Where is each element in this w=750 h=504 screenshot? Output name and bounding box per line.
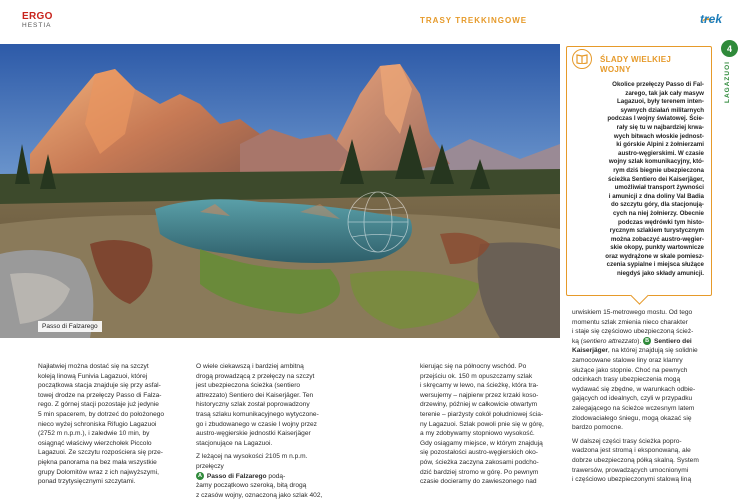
- line-tail: podą-: [268, 472, 286, 480]
- body-text-line: trawersów, prowadzących umocnionymi: [572, 466, 689, 474]
- body-text-line: z czasów wojny, oznaczoną jako szlak 402,: [196, 491, 323, 499]
- body-text-line: rego. Z górnej stacji pozostaje już jedynie: [38, 401, 159, 409]
- page-number-badge: 4: [721, 40, 738, 57]
- sidebar-title: ŚLADY WIELKIEJ WOJNY: [600, 55, 672, 74]
- logo-top-text: ERGO: [22, 11, 53, 22]
- sidebar-line: umożliwiał transport żywności: [614, 184, 704, 192]
- article-column-3: [420, 362, 570, 487]
- body-text-line: kierując się na północny wschód. Po: [420, 363, 527, 370]
- body-text-line: trasą szlaku komunikacyjnego wytyczone-: [196, 410, 319, 418]
- italic-post: ).: [637, 337, 642, 345]
- sidebar-line: rym dziś biegnie ubezpieczona: [613, 166, 704, 174]
- place-kaiserjager: Kaiserjäger: [572, 347, 608, 355]
- body-text-line: Gdy osiągamy miejsce, w którym znajdują: [420, 439, 543, 447]
- book-icon: [572, 49, 592, 69]
- body-text-line: go i zbudowanego w czasie I wojny przez: [196, 420, 317, 428]
- place-sentiero-dei: Sentiero dei: [653, 337, 692, 345]
- column-4-bold-line: [572, 346, 722, 356]
- body-text-line: a my zdobywamy stopniowo wysokość.: [420, 430, 535, 438]
- sidebar-line: i amunicji z dna doliny Val Badia: [608, 192, 704, 200]
- article-column-4: [572, 308, 722, 485]
- italic-term: sentiero attrezzato: [583, 337, 638, 345]
- section-title: TRASY TREKKINGOWE: [420, 16, 528, 25]
- body-text-line: i staje się częściowo ubezpieczoną ścież-: [572, 328, 694, 336]
- line-tail: , na której znajdują się solidnie: [607, 347, 698, 355]
- sidebar-line: sywnych działań militarnych: [620, 106, 704, 114]
- body-text-line: wydawać się zbędne, w warunkach odbie-: [572, 385, 696, 393]
- sidebar-body: [574, 81, 704, 279]
- publisher-logo: [22, 12, 53, 30]
- sidebar-line: skie okopy, punkty wartownicze: [610, 244, 704, 252]
- body-text-line: urwiskiem 15-metrowego mostu. Od tego: [572, 309, 693, 316]
- body-text-line: przełęczy: [196, 462, 224, 470]
- mountain-lake-illustration: [0, 44, 560, 338]
- body-text-line: i skręcamy w lewo, na ścieżkę, która tra-: [420, 382, 539, 390]
- body-text-line: W dalszej części trasy ścieżka popro-: [572, 437, 682, 445]
- sidebar-line: do szczytu góry, dla stacjonują-: [610, 201, 704, 209]
- body-text-line: dzić bardziej stromo w górę. Po pewnym: [420, 468, 539, 476]
- logo-bottom-text: HESTIA: [22, 22, 52, 29]
- sidebar-line: rały się tu w najbardziej krwa-: [616, 123, 704, 131]
- body-text-line: bardzo pomocne.: [572, 424, 623, 432]
- body-text-line: Najłatwiej można dostać się na szczyt: [38, 363, 149, 370]
- body-text-line: żamy początkowo szeroką, bitą drogą: [196, 482, 307, 490]
- sidebar-line: cych na niej żołnierzy. Obecnie: [612, 209, 704, 217]
- body-text-line: i częściowo ubezpieczonymi stalową liną: [572, 476, 692, 484]
- body-text-line: wersujemy – najpierw przez krzaki koso-: [420, 391, 539, 399]
- page-header: [0, 0, 750, 44]
- sidebar-line: podczas I wojny światowej. Ście-: [607, 115, 704, 123]
- body-text-line: pów, ścieżka zaczyna zakosami podcho-: [420, 458, 539, 466]
- body-text-line: odcinkach trasy ubezpieczenia mogą: [572, 376, 681, 384]
- body-text-line: ponad trzytysięcznymi szczytami.: [38, 478, 136, 486]
- sidebar-line: Okolice przełęczy Passo di Fal-: [612, 81, 704, 88]
- body-text-line: się pozostałości austro-węgierskich oko-: [420, 449, 539, 457]
- body-text-line: czasie docieramy do zawieszonego nad: [420, 478, 537, 486]
- body-text-line: stacjonujące na Lagazuoi.: [196, 439, 273, 447]
- sidebar-line: oraz wydrążone w skale pomiesz-: [605, 252, 704, 260]
- body-text-line: zamocowane stalowe liny oraz klamry: [572, 356, 683, 364]
- body-text-line: wadzona jest stromą i eksponowaną, ale: [572, 447, 691, 455]
- sidebar-line: wojny szlak komunikacyjny, któ-: [608, 158, 704, 166]
- sidebar-line: rycznym szlakiem turystycznym: [609, 227, 704, 235]
- body-text-line: początkowa stacja znajduje się przy asfal-: [38, 382, 161, 390]
- body-text-line: Lagazuoi. Ze szczytu rozpościera się prze-: [38, 449, 163, 457]
- body-text-line: historyczny szlak został poprowadzony: [196, 401, 310, 409]
- body-text-line: gających od idealnych, czyli w przypadku: [572, 395, 693, 403]
- column-2-marker-line: [196, 472, 346, 482]
- body-text-line: drzewiny, później w całkowicie otwartym: [420, 401, 538, 409]
- body-text-line: służące jako stopnie. Choć na pewnych: [572, 366, 688, 374]
- history-sidebar-box: [566, 46, 712, 296]
- body-text-line: ny Lagazuoi. Szlak powoli pnie się w górę,: [420, 420, 544, 428]
- body-text-line: terenie – piarżysty cokół południowej ścia-: [420, 410, 544, 418]
- body-text-line: 5 min spacerem, by dotrzeć do położonego: [38, 410, 165, 418]
- body-text-line: zlodowaciałego śniegu, mogą okazać się: [572, 414, 692, 422]
- sidebar-line: ki górskie Alpini z żołnierzami: [616, 141, 704, 149]
- place-passo-falzarego: Passo di Falzarego: [206, 472, 267, 480]
- body-text-line: O wiele ciekawszą i bardziej ambitną: [196, 363, 304, 370]
- sidebar-line: wych bitwach włoskie jednost-: [613, 132, 704, 140]
- body-text-line: momentu szlak zmienia nieco charakter: [572, 318, 688, 326]
- sidebar-line: zarego, tak jak cały masyw: [625, 89, 704, 97]
- body-text-line: zalegającego na ścieżce wczesnym latem: [572, 404, 695, 412]
- body-text-line: piękna panorama na bez mała wszystkie: [38, 458, 157, 466]
- body-text-line: dobrze ubezpieczoną półką skalną. System: [572, 456, 699, 464]
- sidebar-line: Lagazuoi, były terenem inten-: [617, 98, 704, 106]
- article-column-2: [196, 362, 346, 500]
- sidebar-line: czenia sypialne i miejsca służące: [606, 261, 704, 269]
- body-text-line: (2752 m n.p.m.), i zaledwie 10 min, by: [38, 430, 150, 438]
- body-text-line: attrezzato) Sentiero dei Kaiserjäger. Ten: [196, 391, 314, 399]
- body-text-line: grupy Dolomitów wraz z ich najwyższymi,: [38, 468, 159, 476]
- body-text-line: koleją linową Funivia Lagazuoi, której: [38, 372, 148, 380]
- italic-pre: ką (: [572, 337, 583, 345]
- body-text-line: osiągnąć właściwy wierzchołek Piccolo: [38, 439, 152, 447]
- body-text-line: drogą prowadzącą z przełęczy na szczyt: [196, 372, 315, 380]
- sidebar-line: można zobaczyć austro-węgier-: [610, 235, 704, 243]
- column-4-marker-line: [572, 337, 722, 347]
- sidebar-line: ścieżka Sentiero dei Kaiserjäger,: [608, 175, 704, 183]
- body-text-line: jest ubezpieczona ścieżka (sentiero: [196, 382, 301, 390]
- article-column-1: [38, 362, 188, 487]
- brand-logo: trek: [700, 12, 723, 26]
- body-text-line: Z leżącej na wysokości 2105 m n.p.m.: [196, 453, 308, 461]
- route-marker-b-icon: B: [643, 337, 651, 345]
- side-region-label: LAGAZUOI: [724, 61, 731, 103]
- sidebar-line: podczas wędrówki tym histo-: [618, 218, 704, 226]
- sidebar-line: niegdyś jako składy amunicji.: [616, 270, 704, 278]
- photo-caption: Passo di Falzarego: [38, 321, 102, 332]
- body-text-line: towej drodze na przełęczy Passo di Falza-: [38, 391, 162, 399]
- route-marker-a-icon: A: [196, 472, 204, 480]
- body-text-line: przejściu ok. 150 m opuszczamy szlak: [420, 372, 533, 380]
- body-text-line: austro-węgierskie jednostki Kaiserjäger: [196, 430, 311, 438]
- body-text-line: nieco wyżej schroniska Rifugio Lagazuoi: [38, 420, 157, 428]
- sidebar-line: austro-węgierskimi. W czasie: [618, 149, 704, 157]
- hero-photo: [0, 44, 560, 338]
